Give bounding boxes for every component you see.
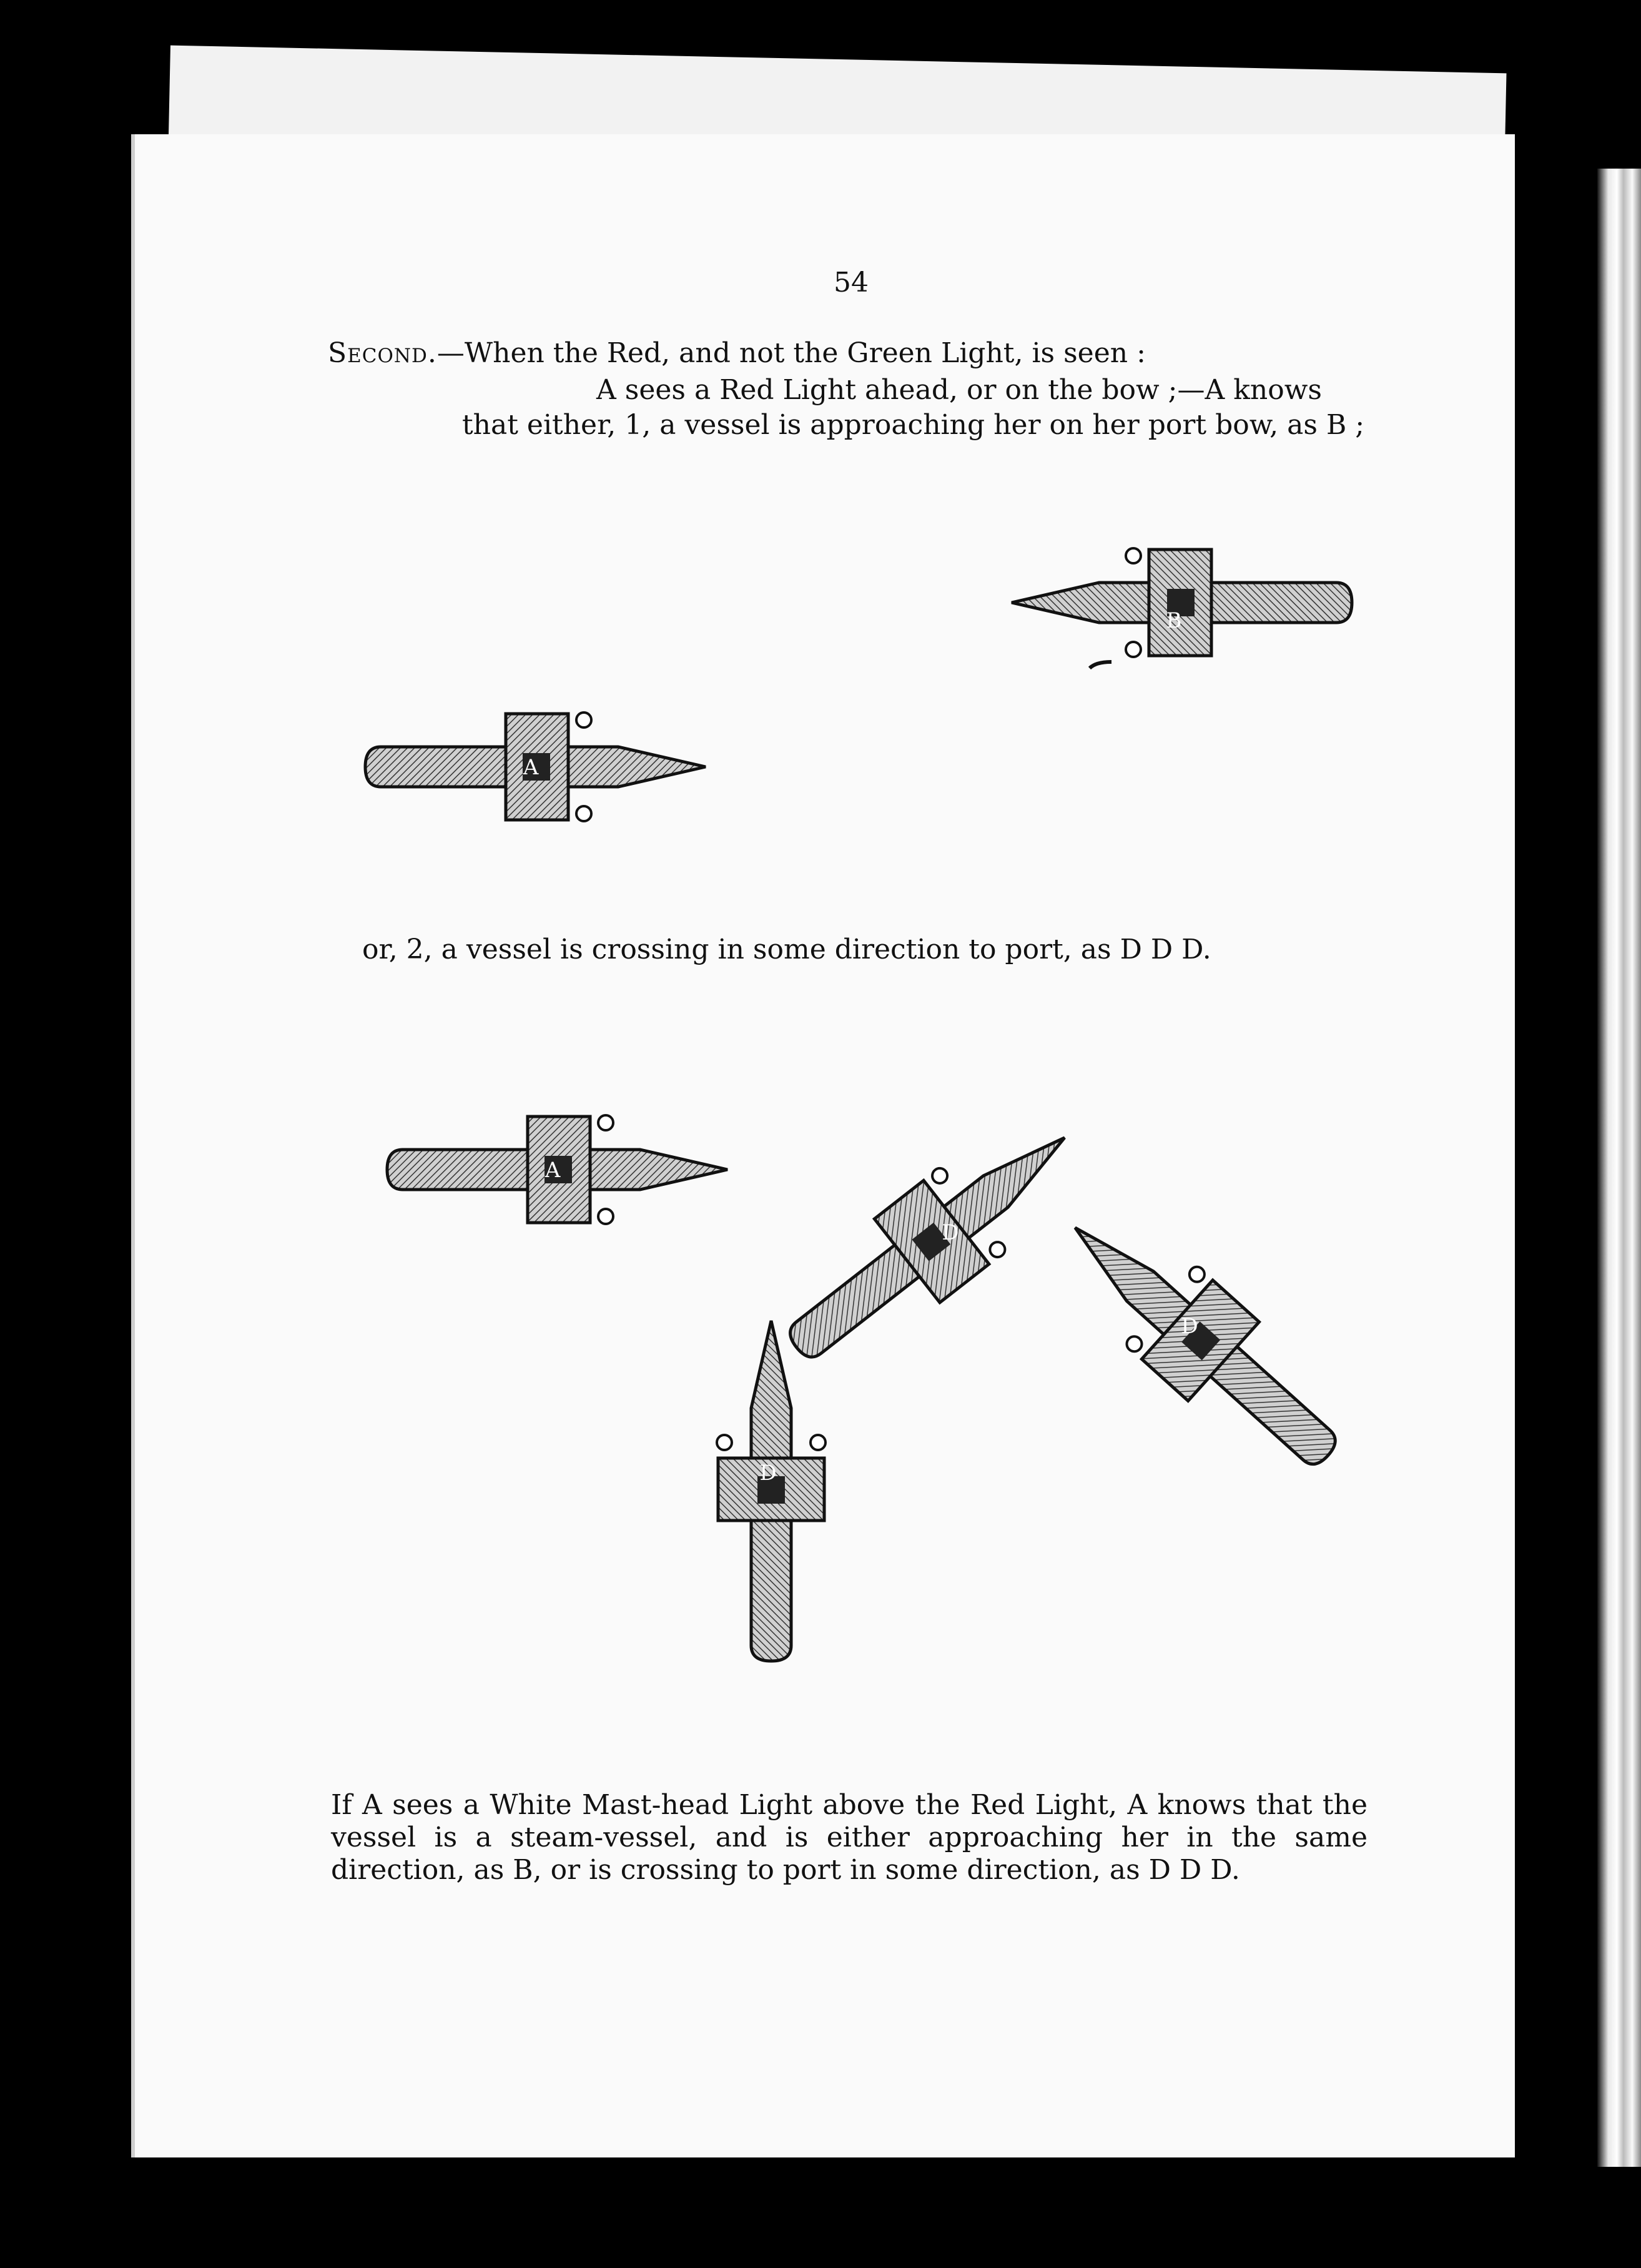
- body-line-3: that either, 1, a vessel is approaching her on her port bow, as B ;: [462, 409, 1365, 441]
- body-line-2: A sees a Red Light ahead, or on the bow ;—A knows: [596, 374, 1322, 406]
- vessel-a-label-bottom: A: [545, 1158, 561, 1183]
- vessel-d-lower: [717, 1321, 825, 1661]
- section-lead: Second.: [328, 337, 437, 369]
- vessel-b: [1012, 548, 1352, 657]
- section-heading-rest: —When the Red, and not the Green Light, is seen :: [436, 337, 1146, 369]
- vessel-d-upper: [763, 1095, 1098, 1390]
- closing-paragraph: If A sees a White Mast-head Light above the Red Light, A knows that the vessel is a steam-vessel, and is either approaching her in the same direction, as B, or is crossing to port in some direction, as D D D.: [331, 1789, 1368, 1886]
- vessel-d-label-lower: D: [759, 1461, 777, 1486]
- vessel-d-label-right: D: [1181, 1314, 1198, 1339]
- vessel-b-light: [1090, 662, 1111, 668]
- vessel-d-right: [1039, 1187, 1364, 1496]
- page-number: 54: [834, 267, 869, 298]
- vessel-d-label-upper: D: [942, 1220, 959, 1245]
- vessel-a-label-top: A: [523, 755, 539, 780]
- body-line-4: or, 2, a vessel is crossing in some direction to port, as D D D.: [362, 934, 1211, 965]
- vessel-b-label: B: [1166, 608, 1182, 633]
